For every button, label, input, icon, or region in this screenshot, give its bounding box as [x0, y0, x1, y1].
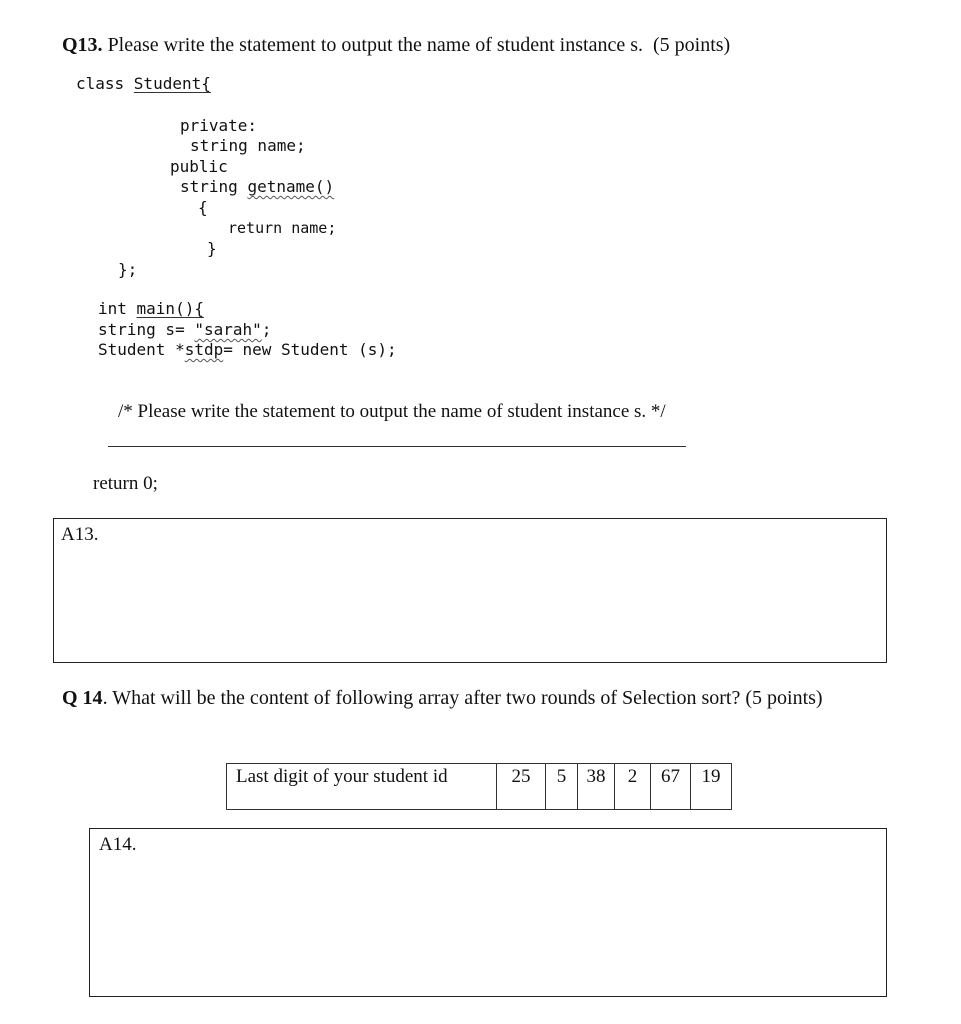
a13-label: A13.: [61, 524, 99, 545]
code-student-prefix: Student *: [98, 340, 185, 359]
code-student-line: [98, 340, 397, 360]
code-string-name: string name;: [190, 136, 306, 155]
array-cell: 67: [651, 764, 691, 810]
q14-title: [62, 687, 823, 710]
code-int-keyword: int: [98, 299, 137, 318]
q13-question: Please write the statement to output the name of student instance s. (5 points): [102, 34, 731, 56]
q13-number: Q13.: [62, 34, 103, 56]
code-stdp: stdp: [184, 340, 224, 359]
code-string-s-prefix: string s=: [98, 320, 195, 339]
code-main-fn: main(){: [136, 299, 204, 318]
table-row: [227, 764, 732, 810]
code-open-brace: {: [198, 198, 208, 217]
code-main-line: [98, 299, 204, 319]
code-class-end: };: [118, 260, 138, 279]
array-cell: 25: [497, 764, 546, 810]
code-class-keyword: class: [76, 74, 134, 93]
array-table: [226, 763, 732, 810]
a13-answer-box[interactable]: [53, 518, 887, 663]
q13-return-stmt: return 0;: [93, 473, 158, 494]
q13-comment: /* Please write the statement to output the name of student instance s. */: [118, 401, 666, 422]
array-label-cell: Last digit of your student id: [227, 764, 497, 810]
code-private: private:: [180, 116, 258, 135]
code-class-name: Student{: [133, 74, 211, 93]
code-close-brace: }: [207, 239, 217, 258]
code-class-line: [76, 74, 211, 94]
q13-title: [62, 34, 730, 57]
q14-number: Q 14: [62, 687, 103, 709]
array-cell: 2: [615, 764, 651, 810]
code-string-s-line: [98, 320, 271, 340]
array-cell: 19: [691, 764, 732, 810]
a13-answer-input[interactable]: [62, 551, 882, 659]
code-getname-line: [180, 177, 334, 197]
code-string-s-value: "sarah": [194, 320, 262, 339]
code-getname-prefix: string: [180, 177, 248, 196]
code-student-suffix: = new Student (s);: [223, 340, 397, 359]
code-string-s-suffix: ;: [261, 320, 272, 339]
code-getname-fn: getname(): [247, 177, 335, 196]
answer-blank-line[interactable]: [108, 446, 686, 447]
code-public: public: [170, 157, 228, 176]
array-cell: 38: [578, 764, 615, 810]
q14-question: . What will be the content of following array after two rounds of Selection sort? (5 points): [102, 687, 823, 709]
a14-answer-box[interactable]: [89, 828, 887, 997]
array-cell: 5: [546, 764, 578, 810]
a14-label: A14.: [99, 834, 137, 855]
code-return-name: return name;: [228, 219, 337, 237]
a14-answer-input[interactable]: [98, 861, 882, 993]
